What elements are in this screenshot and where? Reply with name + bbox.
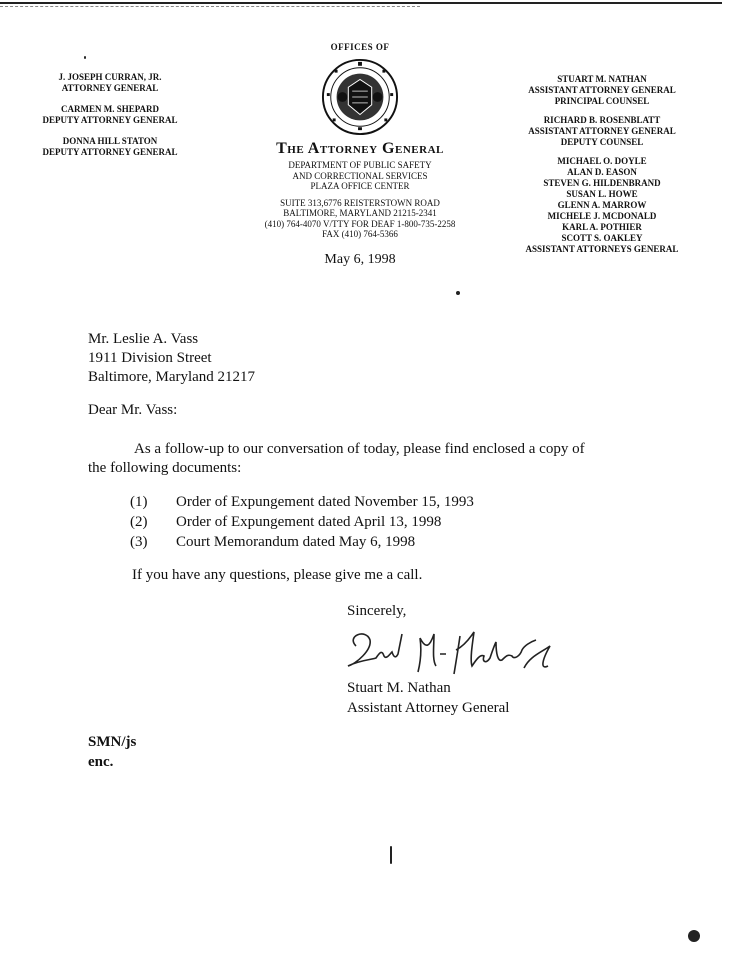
- officer-line: ASSISTANT ATTORNEY GENERAL: [528, 126, 676, 136]
- officer-line: STUART M. NATHAN: [557, 74, 647, 84]
- address-block: [240, 198, 480, 240]
- signer-block: [347, 678, 509, 718]
- list-item-number: (1): [130, 494, 148, 510]
- phone-line: (410) 764-4070 V/TTY FOR DEAF 1-800-735-2258: [264, 218, 456, 229]
- scan-edge-line: [0, 2, 722, 4]
- officer-group-principal: [506, 74, 698, 107]
- scan-speck: [456, 291, 460, 295]
- recipient-address: [88, 330, 255, 387]
- officer-line: KARL A. POTHIER: [562, 222, 642, 232]
- letter-date: May 6, 1998: [324, 251, 396, 267]
- attorney-general-title: The Attorney General: [276, 140, 444, 157]
- salutation: Dear Mr. Vass:: [88, 402, 178, 418]
- officer-curran: [20, 72, 200, 94]
- body-line: As a follow-up to our conversation of today, please find enclosed a copy of: [134, 441, 585, 457]
- recipient-name: Mr. Leslie A. Vass: [88, 331, 199, 347]
- scan-speck: [688, 930, 700, 942]
- list-item: [130, 492, 474, 512]
- officer-shepard: [20, 104, 200, 126]
- scan-speck: [390, 846, 392, 864]
- officer-line: ALAN D. EASON: [567, 167, 637, 177]
- left-officers-list: [20, 72, 200, 168]
- scan-speck: [84, 56, 86, 59]
- fax-line: FAX (410) 764-5366: [322, 229, 398, 239]
- scan-dash-line: [0, 6, 420, 7]
- body-line: the following documents:: [88, 460, 242, 476]
- officer-title: ATTORNEY GENERAL: [61, 83, 159, 93]
- officer-title: DEPUTY ATTORNEY GENERAL: [42, 115, 178, 125]
- officer-line: STEVEN G. HILDENBRAND: [543, 178, 661, 188]
- signer-title: Assistant Attorney General: [347, 700, 510, 716]
- department-line: AND CORRECTIONAL SERVICES: [292, 170, 428, 181]
- officer-name: J. JOSEPH CURRAN, JR.: [58, 72, 162, 82]
- officer-line: SCOTT S. OAKLEY: [561, 233, 643, 243]
- right-officers-list: [506, 74, 698, 263]
- officer-line: PRINCIPAL COUNSEL: [554, 96, 650, 106]
- body-paragraph: [88, 440, 628, 478]
- officer-name: CARMEN M. SHEPARD: [60, 104, 160, 114]
- enclosed-documents-list: [130, 492, 474, 552]
- recipient-street: 1911 Division Street: [88, 350, 212, 366]
- address-line: SUITE 313,6776 REISTERSTOWN ROAD: [280, 197, 440, 208]
- officer-name: DONNA HILL STATON: [62, 136, 158, 146]
- signer-name: Stuart M. Nathan: [347, 680, 451, 696]
- typist-initials: [88, 732, 136, 772]
- list-item-text: Order of Expungement dated November 15, 1993: [176, 494, 474, 510]
- officer-group-assistants: [506, 156, 698, 255]
- officer-line: MICHAEL O. DOYLE: [557, 156, 647, 166]
- sincerely-label: Sincerely,: [347, 603, 407, 619]
- officer-line: DEPUTY COUNSEL: [560, 137, 644, 147]
- officer-line: ASSISTANT ATTORNEY GENERAL: [528, 85, 676, 95]
- officer-line: SUSAN L. HOWE: [566, 189, 638, 199]
- department-line: PLAZA OFFICE CENTER: [310, 181, 410, 191]
- list-item: [130, 532, 474, 552]
- list-item: [130, 512, 474, 532]
- offices-of-label: OFFICES OF: [330, 42, 390, 52]
- officer-line: RICHARD B. ROSENBLATT: [543, 115, 661, 125]
- enclosure-line: enc.: [88, 754, 114, 770]
- list-item-number: (3): [130, 534, 148, 550]
- recipient-city: Baltimore, Maryland 21217: [88, 369, 256, 385]
- department-block: [240, 160, 480, 192]
- officer-group-deputy: [506, 115, 698, 148]
- closing-line: If you have any questions, please give me a call.: [132, 567, 423, 583]
- officer-staton: [20, 136, 200, 158]
- department-line: DEPARTMENT OF PUBLIC SAFETY: [288, 160, 432, 170]
- list-item-text: Court Memorandum dated May 6, 1998: [176, 534, 416, 550]
- list-item-text: Order of Expungement dated April 13, 1998: [176, 514, 442, 530]
- initials-line: SMN/js: [88, 734, 137, 750]
- officer-line: GLENN A. MARROW: [557, 200, 647, 210]
- list-item-number: (2): [130, 514, 148, 530]
- officer-title: DEPUTY ATTORNEY GENERAL: [42, 147, 178, 157]
- maryland-seal-icon: [321, 58, 399, 136]
- officer-line: ASSISTANT ATTORNEYS GENERAL: [525, 244, 679, 254]
- handwritten-signature: [336, 616, 576, 686]
- officer-line: MICHELE J. MCDONALD: [547, 211, 657, 221]
- letterhead-center: [240, 42, 480, 268]
- address-line: BALTIMORE, MARYLAND 21215-2341: [283, 208, 437, 218]
